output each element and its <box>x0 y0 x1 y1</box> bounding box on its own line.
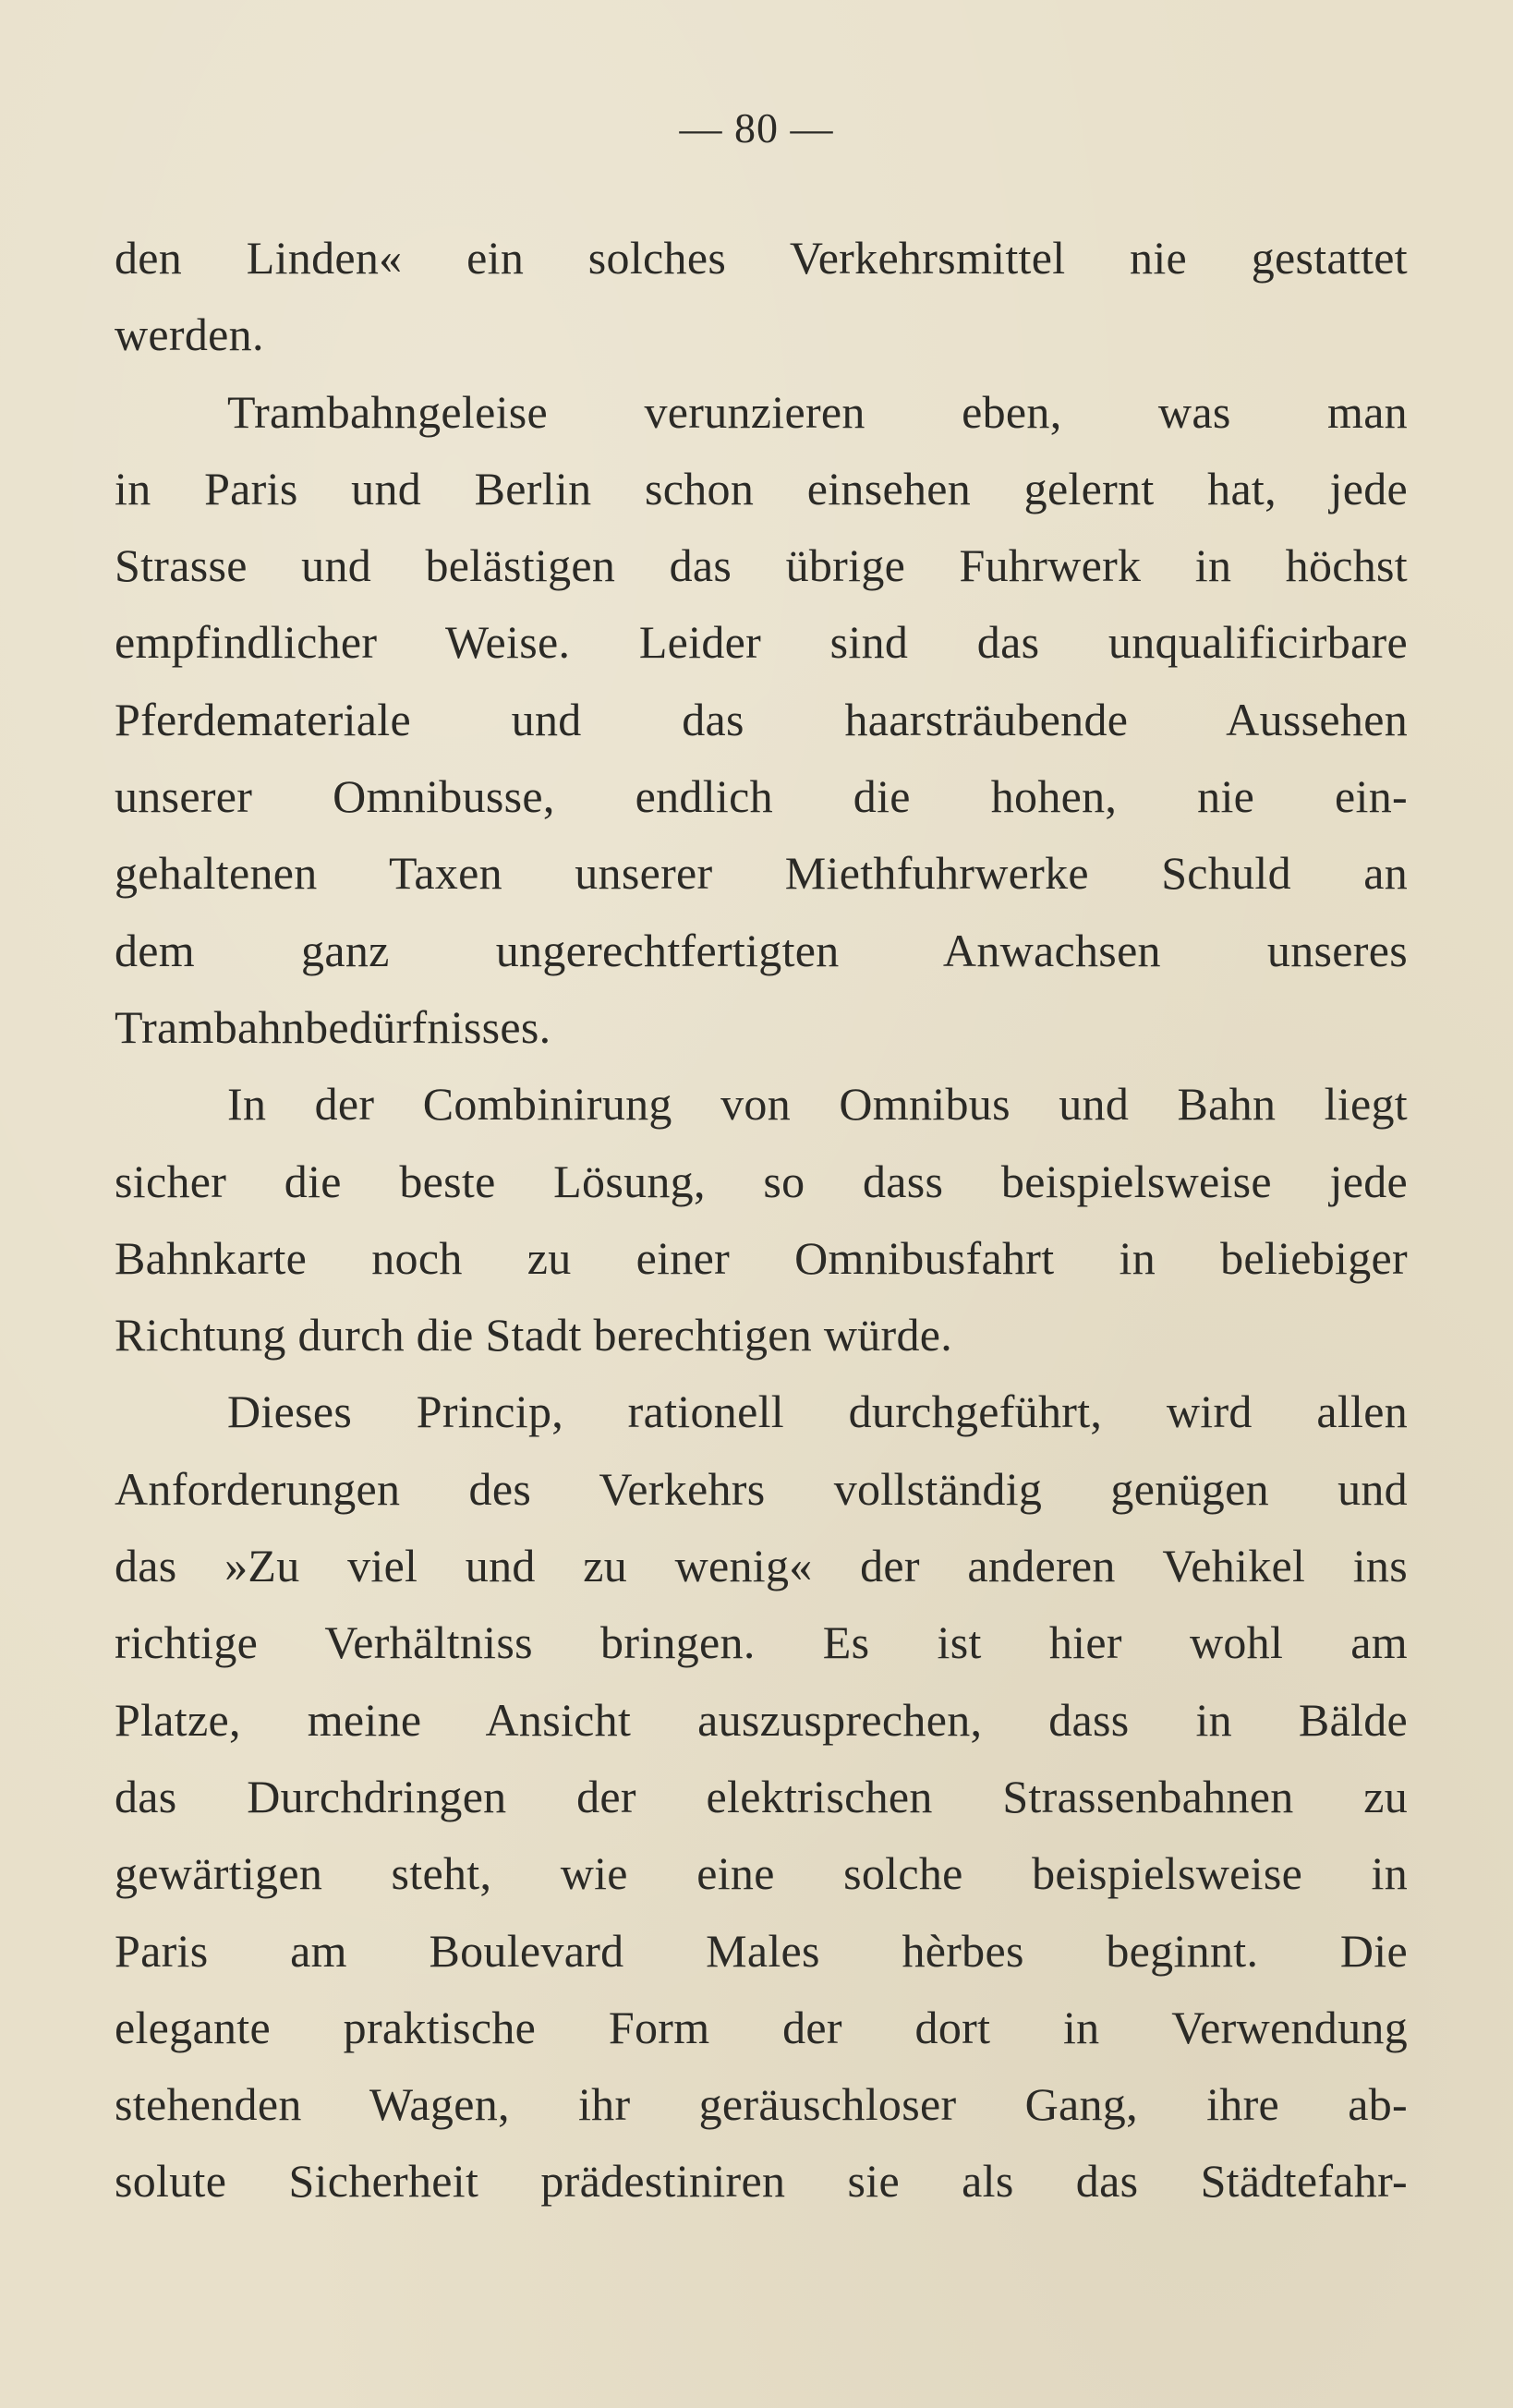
text-line: In der Combinirung von Omnibus und Bahn liegt <box>227 1078 1408 1131</box>
text-line: Platze, meine Ansicht auszusprechen, dass in Bälde <box>115 1693 1408 1746</box>
text-line: Richtung durch die Stadt berechtigen würde. <box>115 1309 953 1361</box>
body-text <box>115 220 1408 2220</box>
text-line: Bahnkarte noch zu einer Omnibusfahrt in beliebiger <box>115 1231 1408 1284</box>
text-line: gewärtigen steht, wie eine solche beispielsweise in <box>115 1847 1408 1900</box>
text-line: unserer Omnibusse, endlich die hohen, nie ein- <box>115 770 1408 823</box>
text-line: dem ganz ungerechtfertigten Anwachsen unseres <box>115 924 1408 976</box>
text-line: gehaltenen Taxen unserer Miethfuhrwerke Schuld an <box>115 847 1408 900</box>
text-line: Anforderungen des Verkehrs vollständig genügen und <box>115 1462 1408 1515</box>
text-line: Paris am Boulevard Males hèrbes beginnt. Die <box>115 1924 1408 1977</box>
text-line: Trambahnbedürfnisses. <box>115 1000 551 1053</box>
text-line: empfindlicher Weise. Leider sind das unqualificirbare <box>115 616 1408 669</box>
text-line: das Durchdringen der elektrischen Strassenbahnen zu <box>115 1770 1408 1822</box>
text-line: Pferdemateriale und das haarsträubende Aussehen <box>115 693 1408 745</box>
text-line: Strasse und belästigen das übrige Fuhrwerk in höchst <box>115 539 1408 592</box>
page-number: — 80 — <box>679 104 834 151</box>
text-line: werden. <box>115 309 264 361</box>
text-line: richtige Verhältniss bringen. Es ist hier wohl am <box>115 1616 1408 1669</box>
text-line: solute Sicherheit prädestiniren sie als das Städtefahr- <box>115 2155 1408 2208</box>
text-line: in Paris und Berlin schon einsehen gelernt hat, jede <box>115 462 1408 514</box>
text-line: das »Zu viel und zu wenig« der anderen Vehikel ins <box>115 1540 1408 1592</box>
text-line: elegante praktische Form der dort in Verwendung <box>115 2001 1408 2053</box>
text-line: Trambahngeleise verunzieren eben, was man <box>227 385 1408 438</box>
text-line: den Linden« ein solches Verkehrsmittel nie gestattet <box>115 232 1408 284</box>
text-line: Dieses Princip, rationell durchgeführt, wird allen <box>227 1386 1408 1438</box>
text-line: stehenden Wagen, ihr geräuschloser Gang, ihre ab- <box>115 2078 1408 2131</box>
text-line: sicher die beste Lösung, so dass beispielsweise jede <box>115 1155 1408 1207</box>
